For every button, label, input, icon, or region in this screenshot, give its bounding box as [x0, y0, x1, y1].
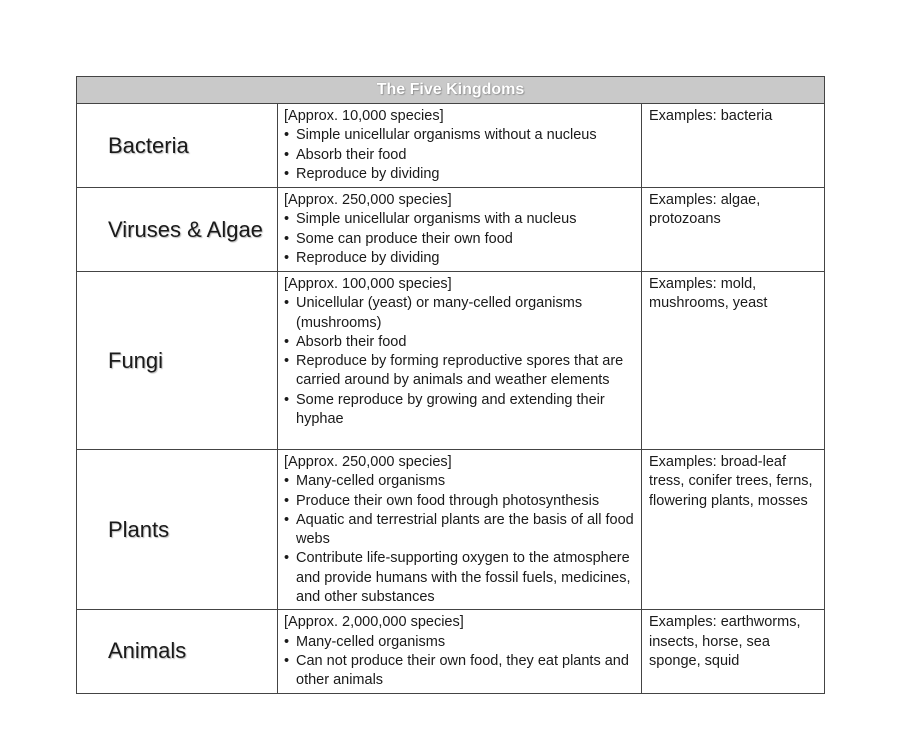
trait-item: • Absorb their food — [284, 333, 635, 352]
kingdom-description — [278, 188, 642, 272]
species-count: [Approx. 250,000 species] — [284, 454, 452, 470]
kingdom-description — [278, 450, 642, 610]
kingdom-examples: Examples: mold, mushrooms, yeast — [642, 272, 825, 450]
trait-item: • Contribute life-supporting oxygen to the atmosphere and provide humans with the fossil fuels, medicines, and other substances — [284, 549, 635, 607]
species-count: [Approx. 100,000 species] — [284, 276, 452, 292]
trait-item: • Absorb their food — [284, 146, 635, 165]
five-kingdoms-table — [76, 76, 825, 694]
kingdom-examples: Examples: earthworms, insects, horse, sea sponge, squid — [642, 610, 825, 693]
species-count: [Approx. 2,000,000 species] — [284, 614, 464, 631]
trait-item: • Some can produce their own food — [284, 230, 635, 249]
kingdom-description — [278, 272, 642, 450]
trait-item: • Simple unicellular organisms with a nucleus — [284, 210, 635, 229]
trait-item: • Reproduce by forming reproductive spores that are carried around by animals and weather elements — [284, 352, 635, 391]
trait-item: • Aquatic and terrestrial plants are the basis of all food webs — [284, 511, 635, 550]
table-row — [77, 272, 825, 450]
kingdom-description — [278, 104, 642, 188]
kingdom-name: Plants — [77, 450, 278, 610]
kingdom-name: Fungi — [77, 272, 278, 450]
kingdom-examples: Examples: algae, protozoans — [642, 188, 825, 272]
species-count: [Approx. 250,000 species] — [284, 192, 452, 208]
trait-item: • Some reproduce by growing and extending their hyphae — [284, 391, 635, 430]
five-kingdoms-table-container — [76, 76, 824, 694]
kingdom-name: Bacteria — [77, 104, 278, 188]
species-count: [Approx. 10,000 species] — [284, 108, 444, 124]
kingdom-examples: Examples: broad-leaf tress, conifer trees, ferns, flowering plants, mosses — [642, 450, 825, 610]
kingdom-name: Viruses & Algae — [77, 188, 278, 272]
trait-item: • Many-celled organisms — [284, 633, 635, 652]
kingdom-name: Animals — [77, 610, 278, 693]
trait-item: • Can not produce their own food, they eat plants and other animals — [284, 652, 635, 691]
trait-item: • Reproduce by dividing — [284, 165, 635, 184]
kingdom-description — [278, 610, 642, 693]
table-row — [77, 450, 825, 610]
table-header-row — [77, 77, 825, 104]
trait-list — [284, 210, 635, 268]
table-row — [77, 104, 825, 188]
trait-item: • Reproduce by dividing — [284, 249, 635, 268]
trait-item: • Simple unicellular organisms without a nucleus — [284, 126, 635, 145]
trait-item: • Produce their own food through photosynthesis — [284, 492, 635, 511]
trait-item: • Many-celled organisms — [284, 472, 635, 491]
trait-item: • Unicellular (yeast) or many-celled organisms (mushrooms) — [284, 294, 635, 333]
trait-list — [284, 633, 635, 691]
trait-list — [284, 472, 635, 607]
table-row — [77, 188, 825, 272]
table-title: The Five Kingdoms — [77, 77, 825, 104]
kingdom-examples: Examples: bacteria — [642, 104, 825, 188]
trait-list — [284, 126, 635, 184]
trait-list — [284, 294, 635, 429]
table-row — [77, 610, 825, 693]
